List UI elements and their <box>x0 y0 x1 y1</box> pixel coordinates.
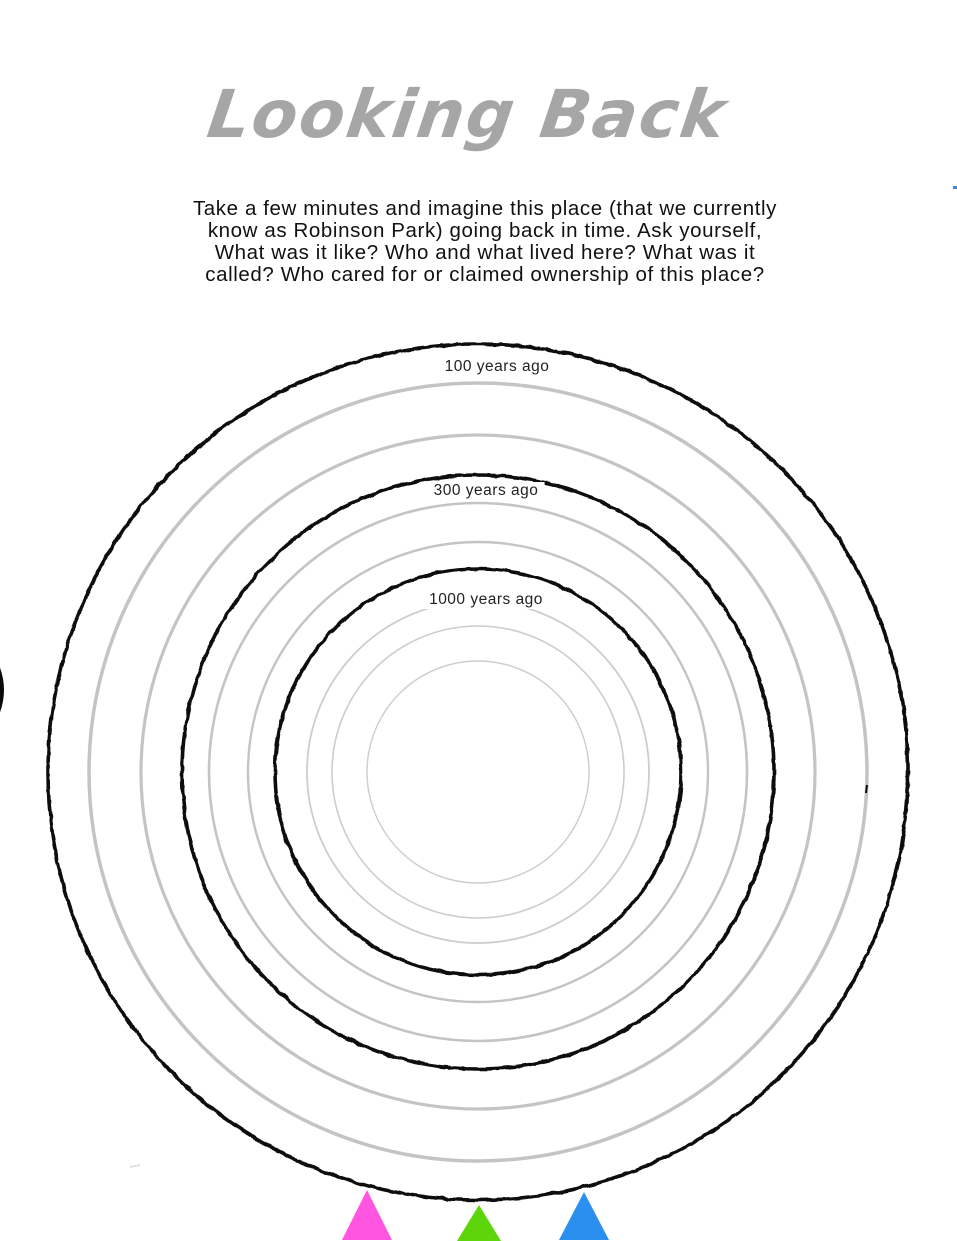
page-title: Looking Back <box>202 76 733 153</box>
guide-ring <box>209 503 747 1041</box>
intro-line: What was it like? Who and what lived here? What was it <box>214 241 756 264</box>
guide-ring <box>141 435 815 1109</box>
pink-marker <box>342 1190 392 1240</box>
label-300-years-ago: 300 years ago <box>428 482 545 500</box>
label-100-years-ago: 100 years ago <box>439 358 556 376</box>
guide-ring <box>367 661 589 883</box>
label-1000-years-ago: 1000 years ago <box>423 591 549 609</box>
era-rings <box>48 344 908 1200</box>
stray-mark-right <box>866 785 867 793</box>
ring-300-years <box>182 475 774 1069</box>
ring-100-years <box>48 344 908 1200</box>
ring-1000-years <box>275 569 681 975</box>
guide-ring <box>307 601 649 943</box>
guide-ring <box>248 542 708 1002</box>
stray-mark-left <box>130 1165 140 1167</box>
edge-arc-left <box>0 668 2 712</box>
guide-ring <box>332 626 624 918</box>
intro-line: know as Robinson Park) going back in time. Ask yourself, <box>207 219 763 242</box>
blue-marker <box>559 1192 609 1240</box>
intro-line: Take a few minutes and imagine this place (that we currently <box>192 197 778 220</box>
intro-line: called? Who cared for or claimed ownership of this place? <box>205 263 765 286</box>
green-marker <box>457 1205 501 1241</box>
stray-blue-dot <box>953 186 957 189</box>
